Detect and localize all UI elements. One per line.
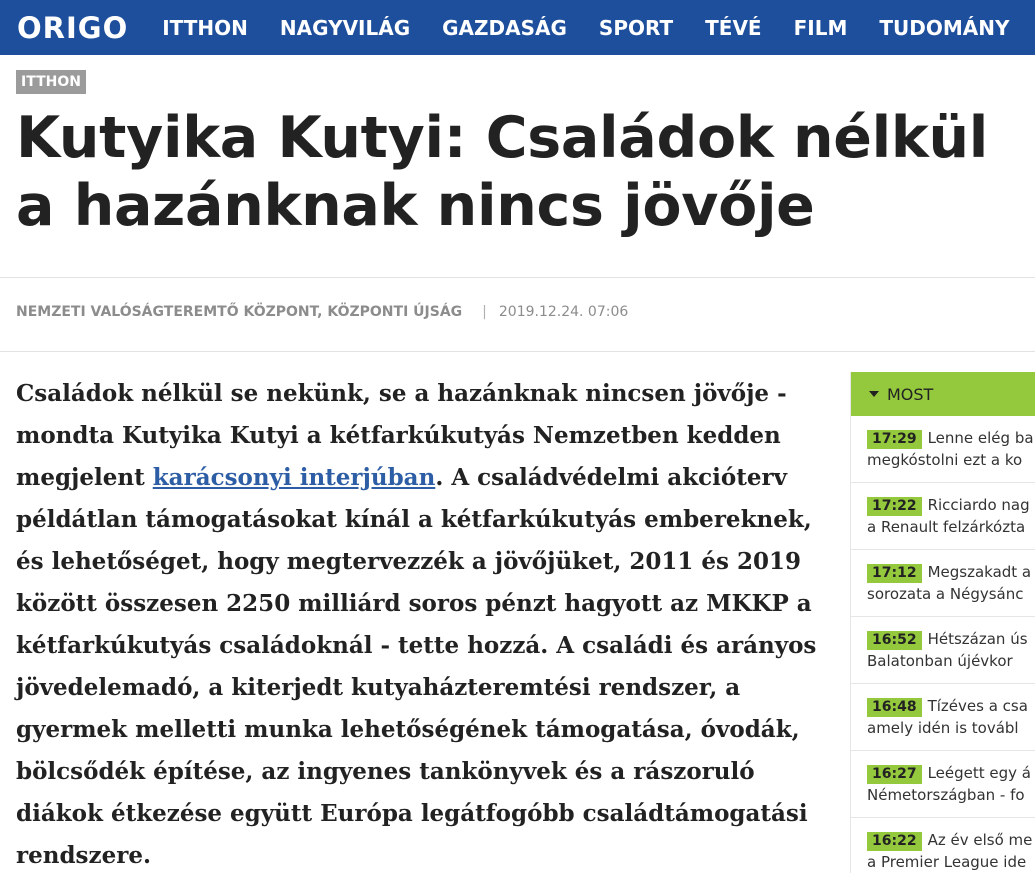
news-time: 17:22 (867, 497, 922, 516)
news-title-line-1: Leégett egy á (927, 764, 1031, 782)
news-title-line-2: a Renault felzárkózta (867, 518, 1026, 536)
news-item[interactable] (851, 483, 1035, 550)
nav-item-teve[interactable]: TÉVÉ (705, 15, 762, 40)
news-title-line-1: Az év első me (927, 831, 1033, 849)
article-text-part-2: . A családvédelmi akcióterv példátlan támogatásokat kínál a kétfarkúkutyás embereknek, és lehetőséget, hogy megtervezzék a jövőjüket, 2011 és 2019 között összesen 2250 milliárd soros pénzt hagyott az MKKP a kétfarkúkutyás családoknál - tette hozzá. A családi és arányos jövedelemadó, a kiterjedt kutyaházteremtési rendszer, a gyermek melletti munka lehetőségének támogatása, óvodák, bölcsődék építése, az ingyenes tankönyvek és a rászoruló diákok étkezése együtt Európa legátfogóbb családtámogatási rendszere. (16, 464, 817, 869)
site-logo[interactable]: ORIGO (17, 10, 129, 45)
news-item[interactable] (851, 751, 1035, 818)
article-text-part-1: Családok nélkül se nekünk, se a hazánknak nincsen jövője - mondta Kutyika Kutyi a kétfarkúkutyás Nemzetben kedden megjelent (16, 380, 787, 491)
article-author[interactable]: NEMZETI VALÓSÁGTEREMTŐ KÖZPONT, KÖZPONTI ÚJSÁG (16, 304, 463, 320)
nav-item-itthon[interactable]: ITTHON (162, 15, 248, 40)
news-list (851, 416, 1035, 873)
news-title-line-2: sorozata a Négysánc (867, 585, 1024, 603)
nav-item-nagyvilag[interactable]: NAGYVILÁG (279, 15, 411, 40)
news-item[interactable] (851, 416, 1035, 483)
news-title-line-1: Hétszázan ús (927, 630, 1028, 648)
news-time: 16:52 (867, 631, 922, 650)
news-time: 16:27 (867, 765, 922, 784)
most-header[interactable] (851, 372, 1035, 416)
news-time: 17:12 (867, 564, 922, 583)
article-title: Kutyika Kutyi: Családok nélkül a hazánknak nincs jövője (16, 105, 988, 239)
news-title-line-2: amely idén is továbl (867, 719, 1019, 737)
news-item[interactable] (851, 818, 1035, 873)
news-title-line-2: Balatonban újévkor (867, 652, 1013, 670)
top-navigation-bar (0, 0, 1035, 55)
divider-bottom (0, 351, 1035, 352)
article-lead (16, 373, 828, 873)
divider-top (0, 277, 1035, 278)
news-title-line-2: Németországban - fo (867, 786, 1025, 804)
news-title-line-1: Tízéves a csa (927, 697, 1028, 715)
news-time: 17:29 (867, 430, 922, 449)
news-item[interactable] (851, 684, 1035, 751)
latest-news-sidebar (850, 372, 1035, 873)
nav-item-film[interactable]: FILM (793, 15, 848, 40)
news-title-line-1: Lenne elég ba (927, 429, 1034, 447)
news-title-line-1: Ricciardo nag (927, 496, 1030, 514)
most-header-label: MOST (887, 384, 934, 404)
nav-item-sport[interactable]: SPORT (598, 15, 674, 40)
category-badge[interactable]: ITTHON (16, 70, 86, 94)
triangle-down-icon (869, 391, 879, 397)
article-date: 2019.12.24. 07:06 (498, 304, 629, 320)
news-item[interactable] (851, 617, 1035, 684)
byline (16, 304, 628, 320)
news-time: 16:22 (867, 832, 922, 851)
nav-item-tudomany[interactable]: TUDOMÁNY (879, 15, 1010, 40)
news-title-line-2: megkóstolni ezt a ko (867, 451, 1023, 469)
news-item[interactable] (851, 550, 1035, 617)
nav-item-gazdasag[interactable]: GAZDASÁG (442, 15, 567, 40)
news-title-line-2: a Premier League ide (867, 853, 1027, 871)
news-title-line-1: Megszakadt a (927, 563, 1032, 581)
interview-link[interactable]: karácsonyi interjúban (152, 464, 436, 491)
byline-separator: | (482, 304, 487, 320)
news-time: 16:48 (867, 698, 922, 717)
